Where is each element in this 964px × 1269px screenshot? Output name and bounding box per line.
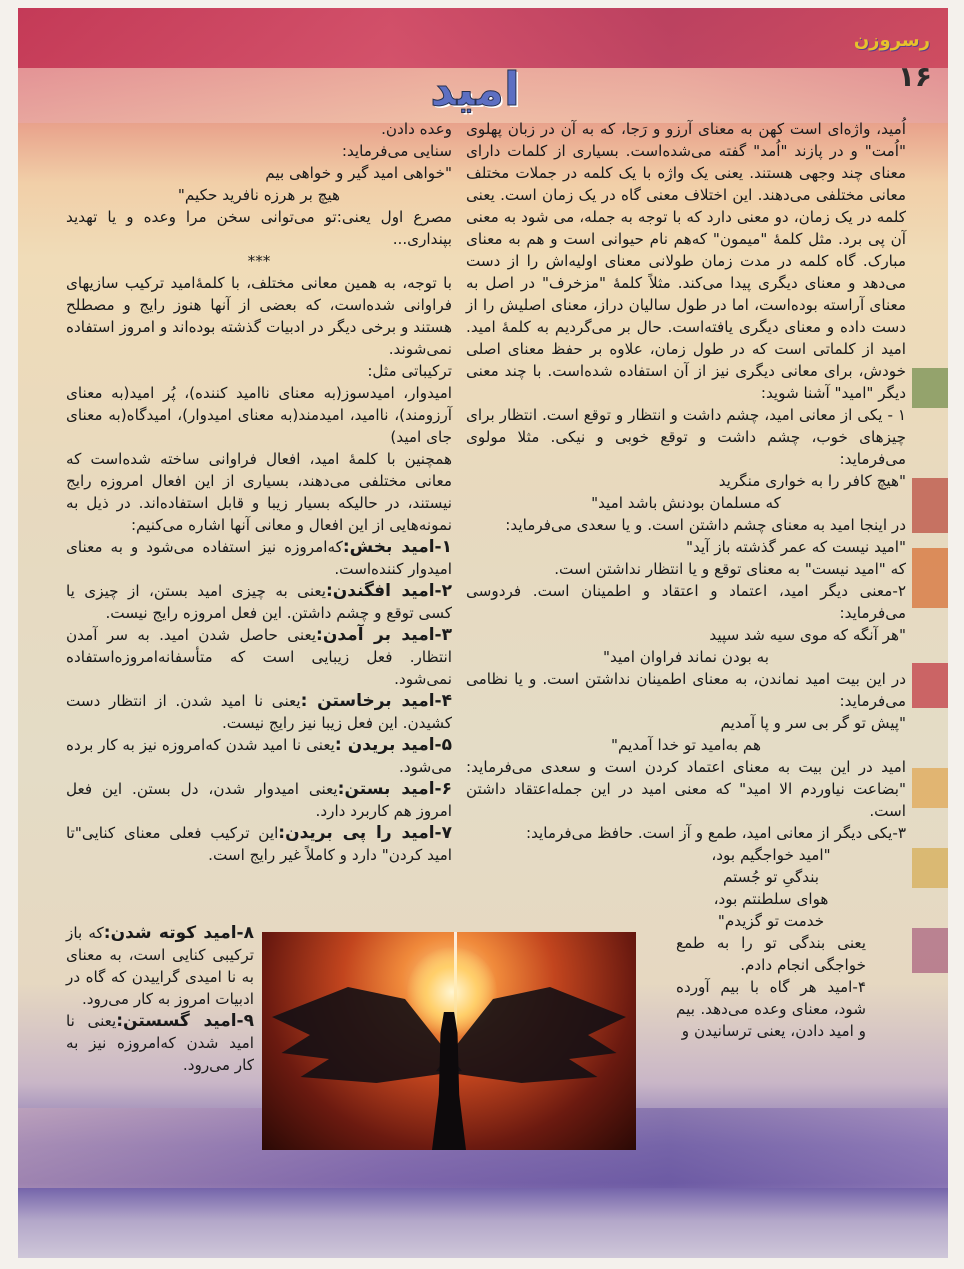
paragraph: همچنین با کلمهٔ امید، افعال فراوانی ساخته شده‌است که معانی مختلفی می‌دهند، بسیاری از این افعال امروزه رایج نیستند، در حالیکه بسیار زیبا و قابل استفاده‌اند. در ذیل به نمونه‌هایی از این افعال و معانی آنها اشاره می‌کنیم: <box>66 450 452 534</box>
verb-text: که باز ترکیبی کنایی است، به معنای به نا امیدی گراییدن که گاه در ادبیات امروز به کار می‌رود. <box>66 924 254 1008</box>
color-stripe <box>912 478 948 533</box>
paragraph: سنایی می‌فرماید: <box>341 142 452 160</box>
verb-text: یعنی نا امید شدن که‌امروزه نیز به کار می‌رود. <box>66 1012 254 1074</box>
color-stripe <box>912 768 948 808</box>
article-title: امید <box>430 62 520 116</box>
paragraph: ۱ - یکی از معانی امید، چشم داشت و انتظار و توقع است. انتظار برای چیزهای خوب، چشم داشت و توقع خوبی و نیکی. مثلا مولوی می‌فرماید: <box>466 406 906 468</box>
verse-line: هیچ بر هرزه نافرید حکیم" <box>177 186 341 204</box>
verb-heading: ۴-امید برخاستن : <box>300 691 452 711</box>
verb-entry <box>66 690 452 734</box>
verse-line: که مسلمان بودنش باشد امید" <box>591 494 781 512</box>
paragraph: اُمید، واژه‌ای است کهن به معنای آرزو و رَجا، که به آن در زبان پهلوی "اُمت" و در پازند "اُمد" گفته می‌شده‌است. بسیاری از کلمات دارای معنای چند وجهی هستند. یعنی یک واژه با یک کلمه در جملات مختلف معانی مختلفی می‌دهند. این اختلاف معنی گاه در یک زمان است. یعنی کلمه در یک زمان، دو معنی دارد که با توجه به جمله، می شود به معنی آن پی برد. مثل کلمهٔ "میمون" که‌هم نام حیوانی است و هم به معنای مبارک. گاه کلمه در مدت زمان طولانی معنای اولیه‌اش را از دست می‌دهد و معنای دیگری پیدا می‌کند. مثلاً کلمهٔ "مزخرف" در اصل به معنای آراسته بوده‌است، اما در طول سالیان دراز، معنای اصلیش را از دست داده و معنای دیگری یافته‌است. حال بر می‌گردیم به کلمهٔ امید. امید از کلماتی است که در طول زمان، علاوه بر حفظ معنای اصلی خودش، برای معانی دیگری نیز از آن استفاده شده‌است. با چند معنی دیگر "امید" آشنا شوید: <box>466 120 906 402</box>
verb-entry <box>66 1010 254 1076</box>
color-band <box>18 8 948 68</box>
verse-line: "امید خواجگیم بود، <box>711 846 831 864</box>
verb-heading: ۷-امید را پی بریدن: <box>278 823 453 843</box>
paragraph: که "امید نیست" به معنای توقع و یا انتظار نداشتن است. <box>554 560 906 578</box>
paragraph: وعده دادن. <box>381 120 452 138</box>
paragraph: امیدوار، امیدسوز(به معنای ناامید کننده)، پُر امید(به معنای آرزومند)، ناامید، امیدمند(به معنای امیدوار)، امیدگاه(به معنای جای امید) <box>66 384 452 446</box>
verb-heading: ۳-امید بر آمدن: <box>316 625 452 645</box>
verse-line: هم به‌امید تو خدا آمدیم" <box>610 736 761 754</box>
verse-line: "هیچ کافر را به خواری منگرید <box>718 472 906 490</box>
verse-line: "پیش تو گر بی سر و پا آمدیم <box>720 714 906 732</box>
paragraph: در این بیت امید نماندن، به معنای اطمینان نداشتن است. و یا نظامی می‌فرماید: <box>466 670 906 710</box>
page-number: ۱۶ <box>897 60 932 93</box>
verb-text: یعنی حاصل شدن امید. به سر آمدن انتظار. فعل زیبایی است که متأسفانه‌امروزه‌استفاده نمی‌شود. <box>66 626 452 688</box>
verb-heading: ۸-امید کوته شدن: <box>103 923 254 943</box>
paragraph: یعنی بندگی تو را به طمع خواجگی انجام دادم. <box>676 934 866 974</box>
angel-illustration <box>262 932 636 1150</box>
verb-heading: ۵-امید بریدن : <box>334 735 452 755</box>
verb-entry <box>66 624 452 690</box>
magazine-logo <box>830 20 940 93</box>
verb-entry <box>66 580 452 624</box>
verb-text: که‌امروزه نیز استفاده می‌شود و به معنای امیدوار کننده‌است. <box>66 538 452 578</box>
verb-heading: ۶-امید بستن: <box>337 779 452 799</box>
color-stripe <box>912 848 948 888</box>
verb-heading: ۹-امید گسستن: <box>116 1011 255 1031</box>
verb-entry <box>66 734 452 778</box>
verse-line: بندگیِ تو جُستم <box>722 868 820 886</box>
color-stripe <box>912 368 948 408</box>
verb-heading: ۱-امید بخش: <box>342 537 452 557</box>
paragraph: با توجه، به همین معانی مختلف، با کلمهٔ‌امید ترکیب سازیهای فراوانی شده‌است، که بعضی از آنها هنوز رایج و مصطلح هستند و برخی دیگر در ادبیات گذشته بوده‌اند و امروز استفاده نمی‌شوند. <box>66 274 452 358</box>
verse-line: "هر آنگه که موی سیه شد سپید <box>709 626 906 644</box>
verse-line: به بودن نماند فراوان امید" <box>603 648 769 666</box>
paragraph: ترکیباتی مثل: <box>367 362 452 380</box>
verse-line: هوای سلطنتم بود، <box>713 890 829 908</box>
verb-text: این ترکیب فعلی معنای کنایی"تا امید کردن" دارد و کاملاً غیر رایج است. <box>66 824 452 864</box>
magazine-name: رسروزن <box>853 30 930 51</box>
paragraph: مصرع اول یعنی:تو می‌توانی سخن مرا وعده و یا تهدید بپنداری... <box>66 208 452 248</box>
verb-text: یعنی امیدوار شدن، دل بستن. این فعل امروز هم کاربرد دارد. <box>66 780 452 820</box>
verb-text: یعنی نا امید شدن. از انتظار دست کشیدن. این فعل زیبا نیز رایج نیست. <box>66 692 452 732</box>
verb-text: یعنی به چیزی امید بستن، از چیزی یا کسی توقع و چشم داشتن. این فعل امروزه رایج نیست. <box>66 582 452 622</box>
verb-entry <box>66 536 452 580</box>
paragraph: امید در این بیت به معنای اعتماد کردن است و سعدی می‌فرماید: "بضاعت نیاوردم الا امید" که معنی امید در این جمله‌اعتقاد داشتن است. <box>466 758 906 820</box>
color-stripe <box>912 928 948 973</box>
verse-line: خدمت تو گزیدم" <box>717 912 825 930</box>
paragraph: ۲-معنی دیگر امید، اعتماد و اعتقاد و اطمینان است. فردوسی می‌فرماید: <box>466 582 906 622</box>
verb-entry <box>66 822 452 866</box>
poem-block <box>676 844 866 1042</box>
bottom-left-column <box>66 922 254 1076</box>
verb-heading: ۲-امید افگندن: <box>325 581 453 601</box>
paragraph: ۳-یکی دیگر از معانی امید، طمع و آز است. حافظ می‌فرماید: <box>525 824 906 842</box>
verb-text: یعنی نا امید شدن که‌امروزه نیز به کار برده می‌شود. <box>66 736 452 776</box>
right-column <box>466 118 906 1042</box>
paragraph: ۴-امید هر گاه با بیم آورده شود، معنای وعده می‌دهد. بیم و امید دادن، یعنی ترسانیدن و <box>676 978 866 1040</box>
verse-line: "خواهی امید گیر و خواهی بیم <box>265 164 452 182</box>
color-stripe <box>912 548 948 608</box>
verb-entry <box>66 922 254 1010</box>
verb-entry <box>66 778 452 822</box>
paragraph: در اینجا امید به معنای چشم داشتن است. و یا سعدی می‌فرماید: <box>505 516 906 534</box>
color-stripe <box>912 663 948 708</box>
separator: *** <box>247 252 271 270</box>
verse-line: "امید نیست که عمر گذشته باز آید" <box>686 538 906 556</box>
left-column <box>66 118 452 866</box>
